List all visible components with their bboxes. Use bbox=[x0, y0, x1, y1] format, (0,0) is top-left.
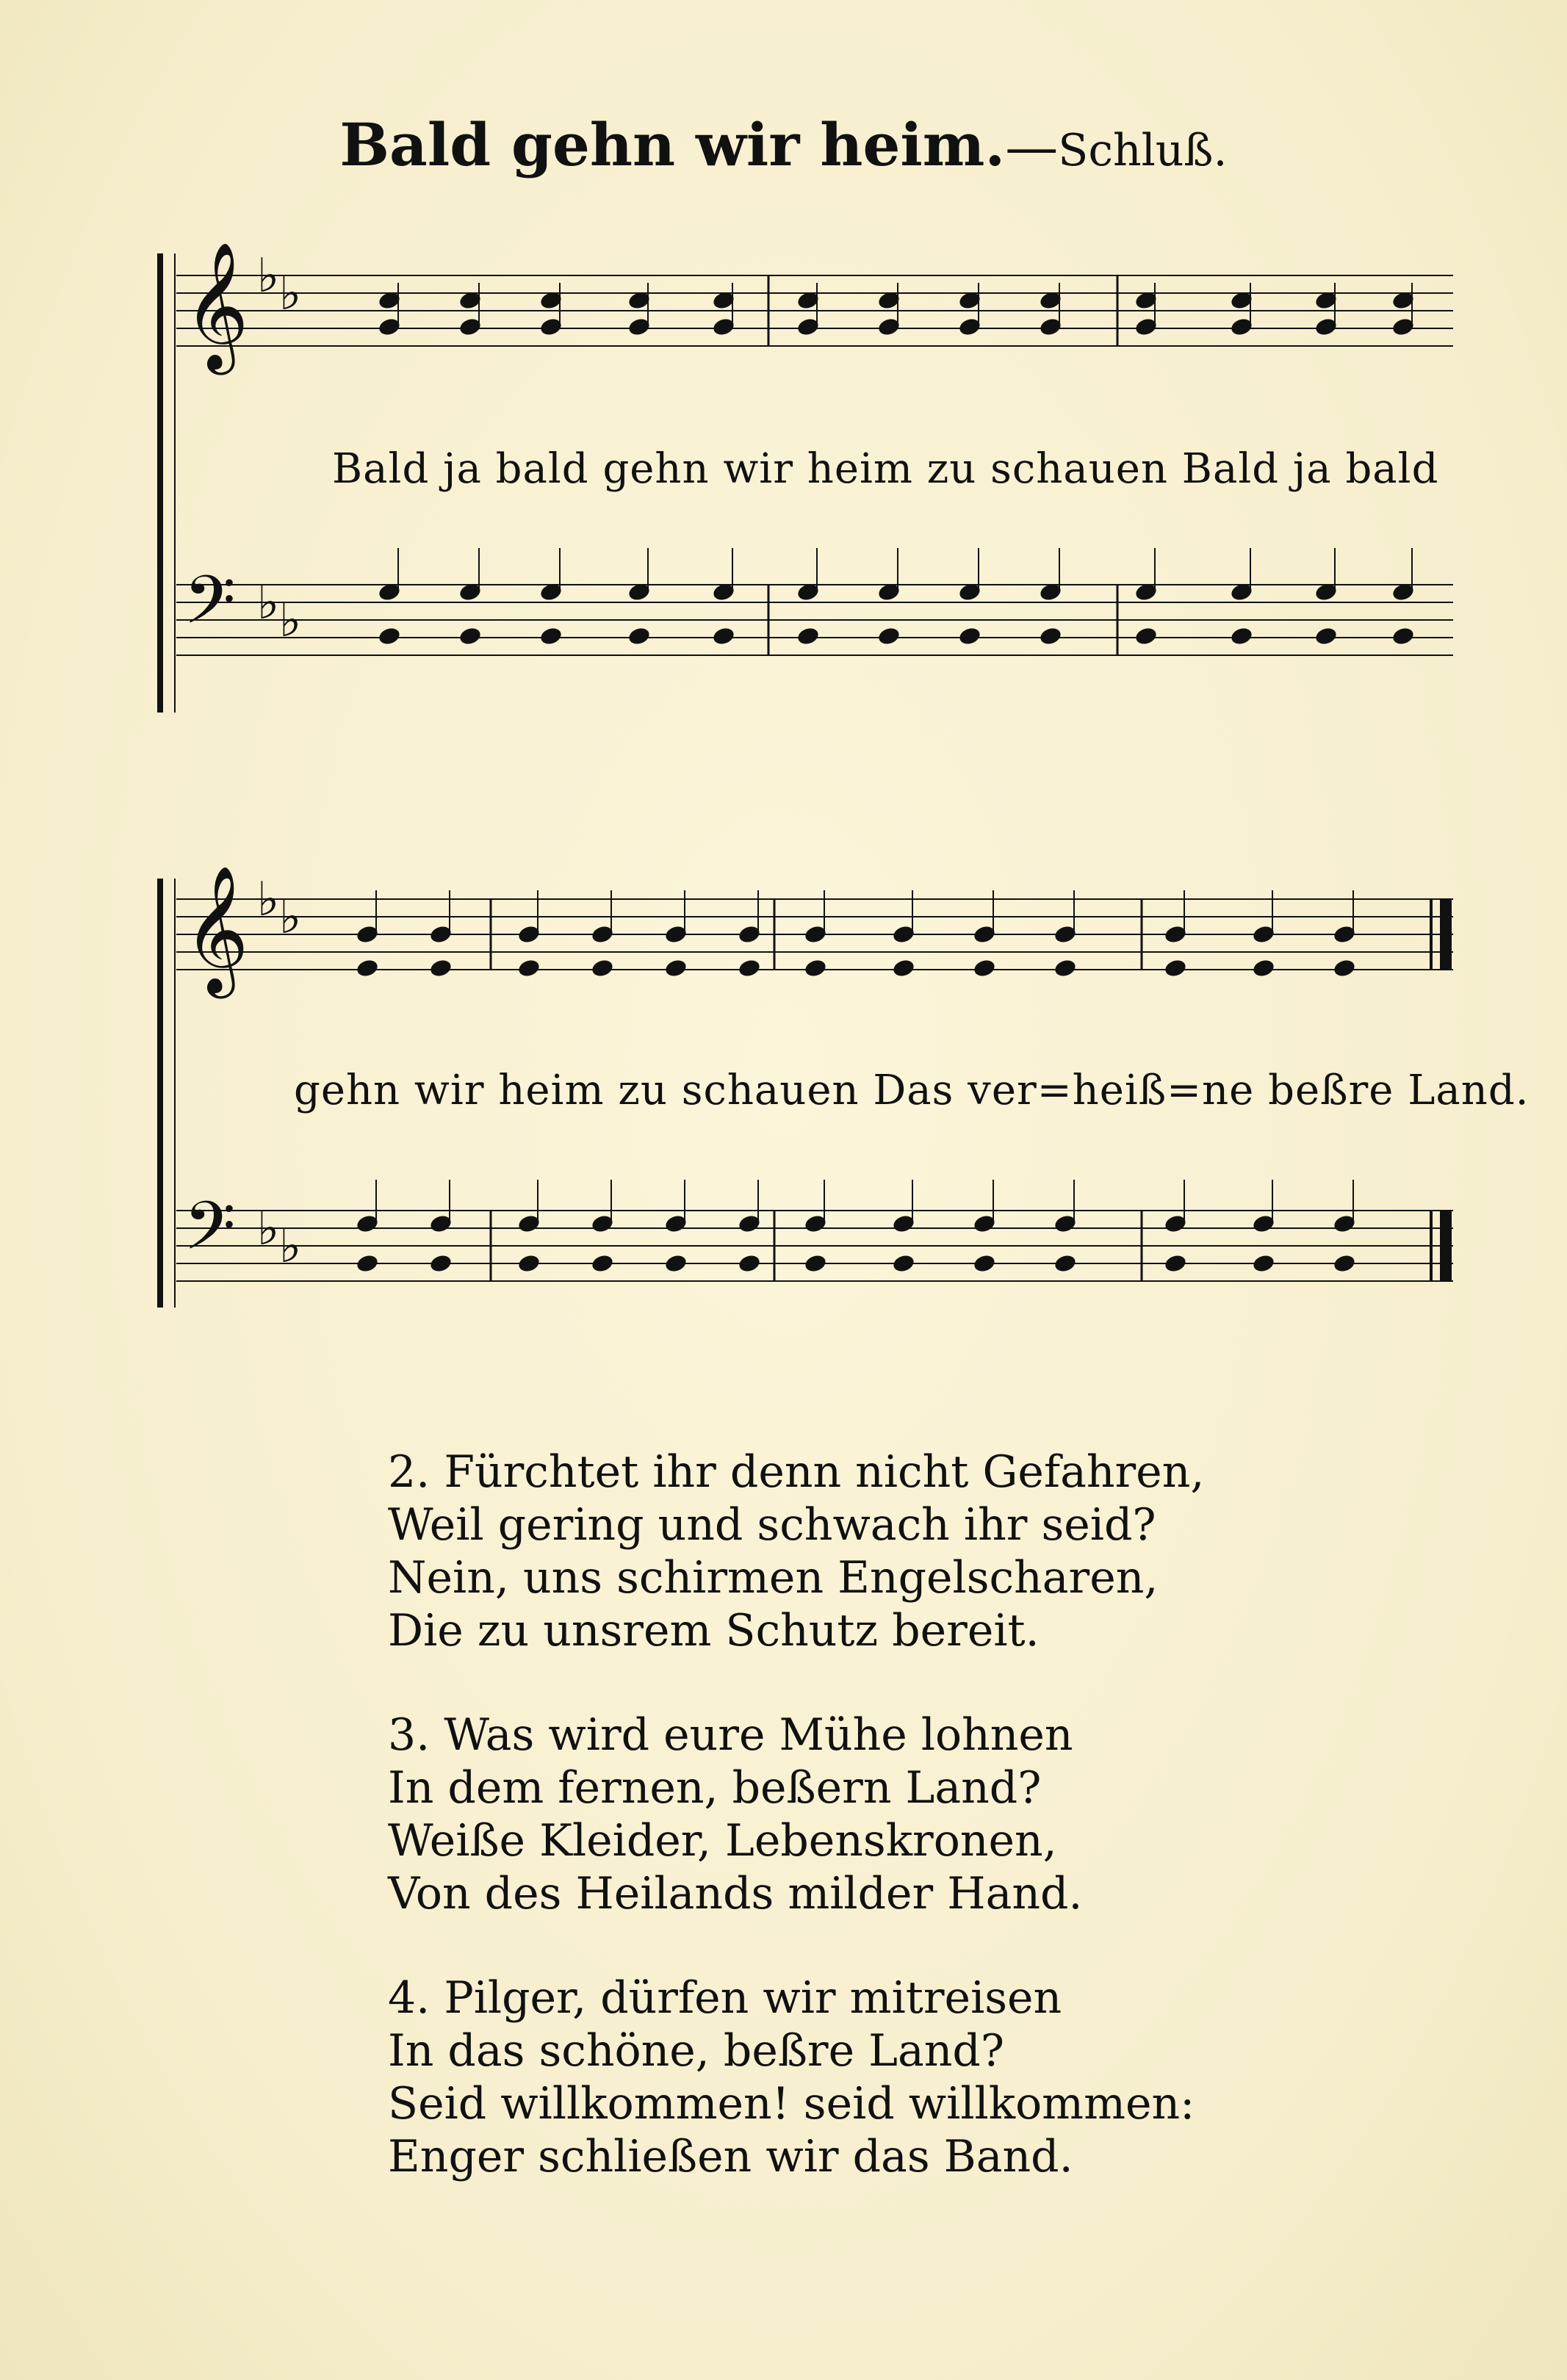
title-text: Bald gehn wir heim. bbox=[339, 110, 1006, 179]
note-head bbox=[972, 958, 996, 978]
note-head bbox=[876, 626, 901, 646]
note-head bbox=[737, 958, 761, 978]
note-head bbox=[972, 1253, 996, 1274]
note-head bbox=[1053, 1253, 1077, 1274]
note-head bbox=[590, 958, 614, 978]
score bbox=[160, 242, 1453, 1308]
stanza-line: 3. Was wird eure Mühe lohnen bbox=[388, 1709, 1073, 1761]
note-head bbox=[516, 1253, 541, 1274]
stanza-line: Weil gering und schwach ihr seid? bbox=[388, 1499, 1156, 1551]
flat-icon: ♭ bbox=[257, 249, 280, 303]
note-head bbox=[1229, 626, 1253, 646]
stanza-line: In dem fernen, beßern Land? bbox=[388, 1762, 1042, 1814]
note-head bbox=[803, 958, 827, 978]
note-head bbox=[663, 1253, 688, 1274]
note-head bbox=[1134, 626, 1158, 646]
treble-clef-icon: 𝄞 bbox=[184, 242, 249, 369]
stanza-line: Von des Heilands milder Hand. bbox=[388, 1868, 1083, 1919]
note-head bbox=[711, 626, 735, 646]
note-head bbox=[957, 626, 981, 646]
stanza-line: Die zu unsrem Schutz bereit. bbox=[388, 1605, 1040, 1656]
note-head bbox=[1163, 1253, 1187, 1274]
note-head bbox=[803, 1253, 827, 1274]
flat-icon: ♭ bbox=[279, 267, 302, 321]
final-bar-thick bbox=[1440, 1211, 1452, 1281]
note-head bbox=[737, 1253, 761, 1274]
note-head bbox=[1332, 958, 1356, 978]
bass-clef-icon: 𝄢 bbox=[184, 561, 236, 655]
flat-icon: ♭ bbox=[257, 873, 280, 927]
note-head bbox=[1163, 958, 1187, 978]
note-head bbox=[355, 1253, 379, 1274]
note-head bbox=[428, 958, 453, 978]
note-head bbox=[663, 958, 688, 978]
note-head bbox=[428, 1253, 453, 1274]
note-head bbox=[1314, 626, 1338, 646]
flat-icon: ♭ bbox=[279, 1219, 302, 1274]
note-head bbox=[796, 626, 820, 646]
title-dash: — bbox=[1005, 116, 1059, 178]
stanza-line: Weiße Kleider, Lebenskronen, bbox=[388, 1815, 1057, 1867]
stanza-line: In das schöne, beßre Land? bbox=[388, 2025, 1005, 2077]
note-head bbox=[377, 626, 401, 646]
stanza-line: Seid willkommen! seid willkommen: bbox=[388, 2078, 1195, 2130]
note-head bbox=[355, 958, 379, 978]
bass-clef-icon: 𝄢 bbox=[184, 1187, 236, 1281]
note-head bbox=[1038, 626, 1062, 646]
note-head bbox=[1251, 1253, 1275, 1274]
stanza-2 bbox=[388, 1446, 1204, 1657]
note-head bbox=[891, 958, 915, 978]
stanza-4 bbox=[388, 1972, 1195, 2183]
stanza-line: Nein, uns schirmen Engelscharen, bbox=[388, 1552, 1159, 1604]
flat-icon: ♭ bbox=[257, 576, 280, 630]
lyrics-system-2: gehn wir heim zu schauen Das ver=heiß=ne beßre Land. bbox=[294, 1067, 1530, 1114]
note-head bbox=[627, 626, 651, 646]
stanza-line: Enger schließen wir das Band. bbox=[388, 2131, 1073, 2182]
stanza-3 bbox=[388, 1709, 1083, 1920]
lyrics-system-1: Bald ja bald gehn wir heim zu schauen Bald ja bald bbox=[332, 445, 1439, 493]
note-head bbox=[1332, 1253, 1356, 1274]
note-head bbox=[891, 1253, 915, 1274]
note-head bbox=[516, 958, 541, 978]
note-head bbox=[1391, 626, 1415, 646]
flat-icon: ♭ bbox=[257, 1202, 280, 1256]
stanza-line: 4. Pilger, dürfen wir mitreisen bbox=[388, 1972, 1062, 2024]
flat-icon: ♭ bbox=[279, 594, 302, 648]
final-bar-thick bbox=[1440, 899, 1452, 970]
note-head bbox=[1053, 958, 1077, 978]
note-head bbox=[1251, 958, 1275, 978]
note-head bbox=[538, 626, 563, 646]
note-head bbox=[458, 626, 482, 646]
title-subtitle: Schluß. bbox=[1058, 125, 1228, 176]
stanza-line: 2. Fürchtet ihr denn nicht Gefahren, bbox=[388, 1446, 1205, 1498]
note-head bbox=[590, 1253, 614, 1274]
flat-icon: ♭ bbox=[279, 890, 302, 945]
treble-clef-icon: 𝄞 bbox=[184, 865, 249, 993]
